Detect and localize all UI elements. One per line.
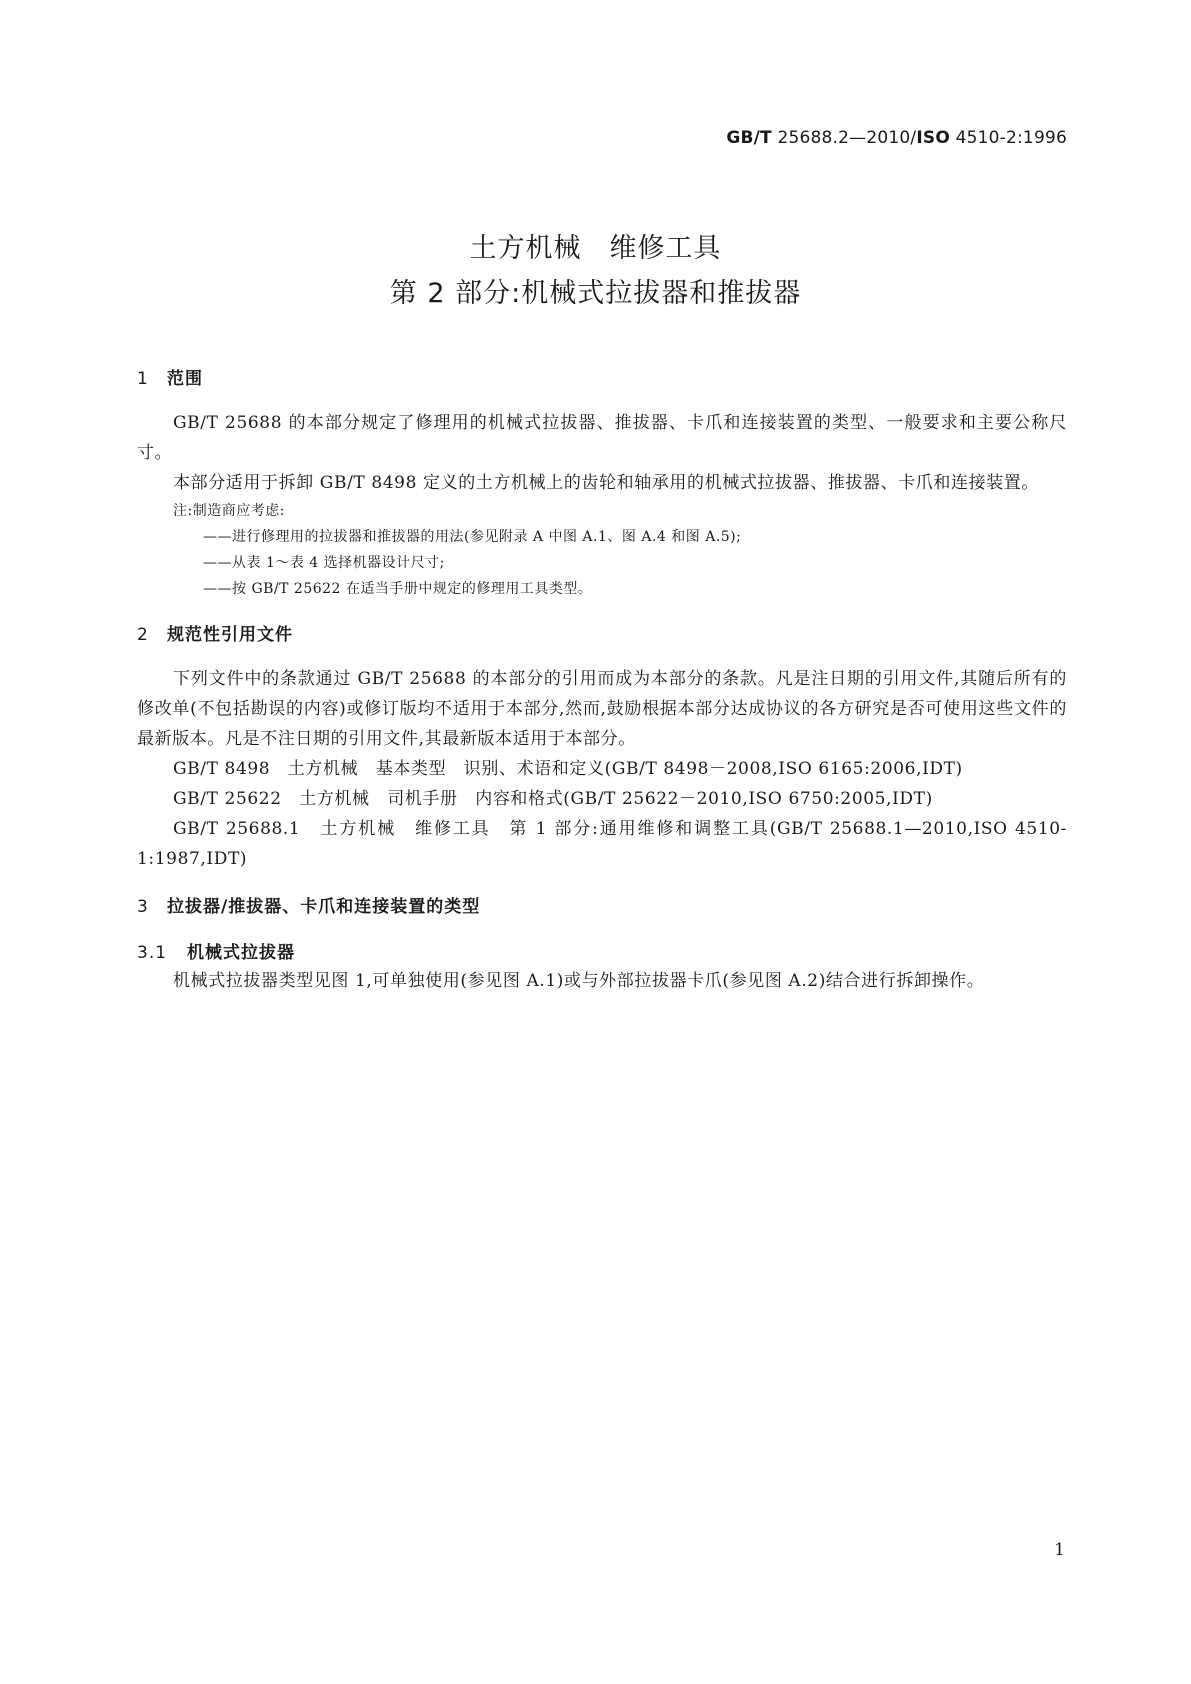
section-number: 2: [137, 625, 149, 645]
reference-item: GB/T 8498 土方机械 基本类型 识别、术语和定义(GB/T 8498－2008,ISO 6165:2006,IDT): [173, 759, 963, 779]
standard-code-prefix: GB/T: [726, 128, 772, 148]
section-2-heading: [137, 622, 1067, 648]
section-title: 拉拔器/推拔器、卡爪和连接装置的类型: [167, 897, 481, 917]
standard-code: [726, 128, 1067, 148]
section-1-heading: [137, 366, 1067, 392]
standard-code-iso: ISO: [916, 128, 950, 148]
paragraph: GB/T 25688 的本部分规定了修理用的机械式拉拔器、推拔器、卡爪和连接装置的类型、一般要求和主要公称尺寸。: [137, 413, 1067, 463]
section-number: 3.1: [137, 943, 168, 963]
section-title: 规范性引用文件: [167, 625, 293, 645]
section-title: 机械式拉拔器: [187, 943, 295, 963]
standard-code-iso-number: 4510-2:1996: [949, 128, 1067, 148]
note-item: ——按 GB/T 25622 在适当手册中规定的修理用工具类型。: [203, 581, 593, 597]
paragraph: 机械式拉拔器类型见图 1,可单独使用(参见图 A.1)或与外部拉拔器卡爪(参见图 A.2)结合进行拆卸操作。: [173, 971, 985, 991]
document-body: [137, 366, 1067, 996]
section-title: 范围: [167, 369, 203, 389]
note-item: ——从表 1～表 4 选择机器设计尺寸;: [203, 555, 445, 571]
title-line-2: 第 2 部分:机械式拉拔器和推拔器: [389, 278, 802, 309]
reference-item: GB/T 25622 土方机械 司机手册 内容和格式(GB/T 25622－2010,ISO 6750:2005,IDT): [173, 789, 933, 809]
note-label: 注:制造商应考虑:: [173, 503, 285, 519]
title-line-1: 土方机械 维修工具: [469, 233, 722, 264]
reference-item: GB/T 25688.1 土方机械 维修工具 第 1 部分:通用维修和调整工具(GB/T 25688.1—2010,ISO 4510-1:1987,IDT): [137, 819, 1067, 869]
standard-code-number: 25688.2—2010/: [771, 128, 917, 148]
paragraph: 本部分适用于拆卸 GB/T 8498 定义的土方机械上的齿轮和轴承用的机械式拉拔器、推拔器、卡爪和连接装置。: [173, 473, 1040, 493]
section-3-heading: [137, 894, 1067, 920]
document-title: [0, 226, 1191, 316]
section-number: 1: [137, 369, 149, 389]
note-item: ——进行修理用的拉拔器和推拔器的用法(参见附录 A 中图 A.1、图 A.4 和图 A.5);: [203, 529, 742, 545]
paragraph: 下列文件中的条款通过 GB/T 25688 的本部分的引用而成为本部分的条款。凡是注日期的引用文件,其随后所有的修改单(不包括勘误的内容)或修订版均不适用于本部分,然而,鼓励根据本部分达成协议的各方研究是否可使用这些文件的最新版本。凡是不注日期的引用文件,其最新版本适用于本部分。: [137, 669, 1067, 749]
section-number: 3: [137, 897, 149, 917]
section-3-1-heading: [137, 940, 1067, 966]
page-number: 1: [1054, 1540, 1065, 1560]
